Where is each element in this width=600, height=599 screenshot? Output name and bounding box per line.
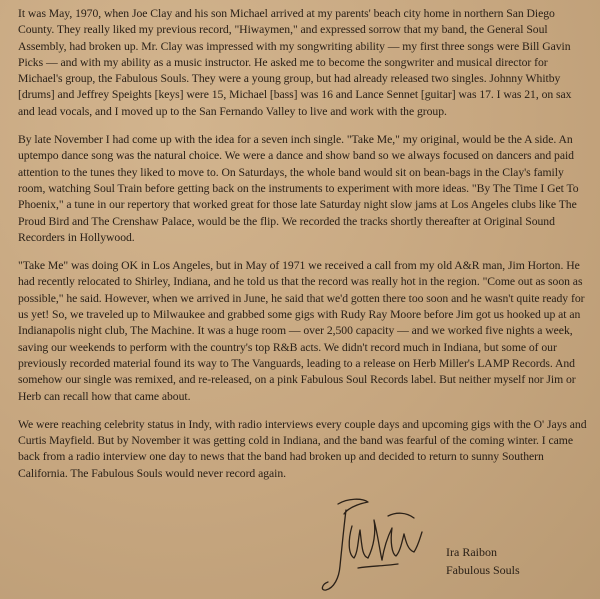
paragraph-3: "Take Me" was doing OK in Los Angeles, but in May of 1971 we received a call from my old A&R man, Jim Horton. He had recently relocated to Shirley, Indiana, and he told us that the record was really hot in the region. "Come out as soon as possible," he said. However, when we arrived in June, he said that we'd gotten there too soon and he wasn't quite ready for us yet! So, we traveled up to Milwaukee and grabbed some gigs with Rudy Ray Moore before Jim got us hooked up at an Indianapolis night club, The Machine. It was a huge room — over 2,500 capacity — and we worked five nights a week, saving our weekends to perform with the country's top R&B acts. We didn't record much in Indiana, but some of our previously recorded material found its way to The Vanguards, leading to a release on Herb Miller's LAMP Records. And somehow our single was remixed, and re-released, on a pink Fabulous Soul Records label. But neither myself nor Jim or Herb can recall how that came about. bbox=[18, 259, 585, 403]
signer-name: Ira Raibon bbox=[446, 545, 497, 559]
handwritten-signature bbox=[318, 496, 428, 596]
letter-body bbox=[18, 6, 590, 494]
signature-block bbox=[446, 543, 520, 579]
paragraph-4: We were reaching celebrity status in Indy, with radio interviews every couple days and upcoming gigs with the O' Jays and Curtis Mayfield. But by November it was getting cold in Indiana, and the band was fearful of the coming winter. I came back from a radio interview one day to news that the band had broken up and decided to return to sunny Southern California. The Fabulous Souls would never record again. bbox=[18, 417, 587, 480]
paragraph-1: It was May, 1970, when Joe Clay and his son Michael arrived at my parents' beach city home in northern San Diego County. They really liked my previous record, "Hiwaymen," and expressed sorrow that my band, the General Soul Assembly, had broken up. Mr. Clay was impressed with my songwriting ability — my first three songs were Bill Gavin Picks — and with my ability as a music instructor. He asked me to become the songwriter and musical director for Michael's group, the Fabulous Souls. They were a young group, but had already released two singles. Johnny Whitby [drums] and Jeffrey Speights [keys] were 15, Michael [bass] was 16 and Lance Sennet [guitar] was 17. I was 21, on sax and lead vocals, and I moved up to the San Fernando Valley to live and work with the group. bbox=[18, 7, 572, 118]
paragraph-2: By late November I had come up with the idea for a seven inch single. "Take Me," my original, would be the A side. An uptempo dance song was the natural choice. We were a dance and show band so we always focused on dancers and paid attention to the tunes they liked to move to. On Saturdays, the whole band would sit on bean-bags in the Clay's family room, watching Soul Train before getting back on the instruments to experiment with more ideas. "By The Time I Get To Phoenix," a tune in our repertory that worked great for those late Saturday night slow jams at Los Angeles clubs like The Proud Bird and The Crenshaw Palace, would be the flip. We recorded the tracks shortly thereafter at Original Sound Recorders in Hollywood. bbox=[18, 133, 579, 244]
signer-group: Fabulous Souls bbox=[446, 563, 520, 577]
